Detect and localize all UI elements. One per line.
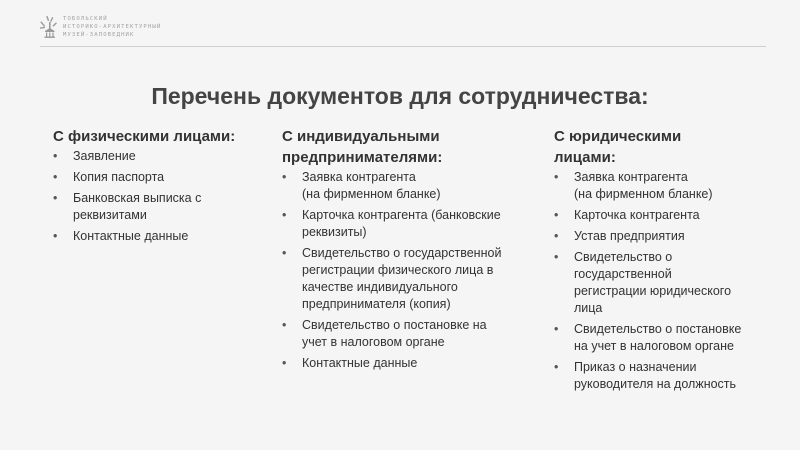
list-item-text: Контактные данные <box>73 229 189 243</box>
list-item-text: Заявка контрагента (на фирменном бланке) <box>574 170 713 201</box>
list-item-text: Банковская выписка с реквизитами <box>73 191 202 222</box>
list-item-text: Свидетельство о постановке на учет в налоговом органе <box>302 318 487 349</box>
list-item <box>282 169 502 203</box>
museum-logo-text <box>63 15 161 39</box>
document-list <box>554 169 754 393</box>
column-heading: С индивидуальными предпринимателями: <box>282 128 443 166</box>
column-legal-entities <box>554 126 754 397</box>
list-item <box>53 148 263 165</box>
column-heading: С физическими лицами: <box>53 128 236 145</box>
list-item <box>282 245 502 313</box>
logo-text-line: ТОБОЛЬСКИЙ <box>63 16 108 22</box>
list-item <box>554 207 744 224</box>
list-item-text: Заявка контрагента (на фирменном бланке) <box>302 170 441 201</box>
list-item <box>282 207 502 241</box>
list-item-text: Свидетельство о государственной регистрации физического лица в качестве индивидуального предпринимателя (копия) <box>302 246 502 311</box>
list-item-text: Приказ о назначении руководителя на должность <box>574 360 737 391</box>
list-item <box>554 249 744 317</box>
column-entrepreneurs <box>282 126 512 376</box>
list-item-text: Устав предприятия <box>574 229 685 243</box>
list-item <box>282 317 502 351</box>
column-heading: С юридическими лицами: <box>554 128 682 166</box>
list-item-text: Копия паспорта <box>73 170 165 184</box>
list-item <box>282 355 502 372</box>
column-individuals <box>53 126 258 249</box>
list-item-text: Свидетельство о государственной регистрации юридического лица <box>574 250 732 315</box>
museum-logo <box>38 14 218 42</box>
list-item-text: Карточка контрагента <box>574 208 700 222</box>
list-item <box>53 228 263 245</box>
list-item-text: Свидетельство о постановке на учет в налоговом органе <box>574 322 742 353</box>
list-item-text: Карточка контрагента (банковские реквизиты) <box>302 208 501 239</box>
list-item <box>554 321 744 355</box>
logo-text-line: МУЗЕЙ-ЗАПОВЕДНИК <box>63 32 135 38</box>
list-item <box>554 169 744 203</box>
document-list <box>53 148 258 245</box>
museum-logo-icon <box>38 14 60 42</box>
list-item <box>554 228 744 245</box>
list-item-text: Контактные данные <box>302 356 418 370</box>
document-list <box>282 169 512 372</box>
list-item <box>554 359 744 393</box>
page-title: Перечень документов для сотрудничества: <box>151 83 649 110</box>
logo-text-line: ИСТОРИКО-АРХИТЕКТУРНЫЙ <box>63 24 162 30</box>
list-item-text: Заявление <box>73 149 136 163</box>
header-divider <box>40 46 766 47</box>
list-item <box>53 169 263 186</box>
list-item <box>53 190 263 224</box>
